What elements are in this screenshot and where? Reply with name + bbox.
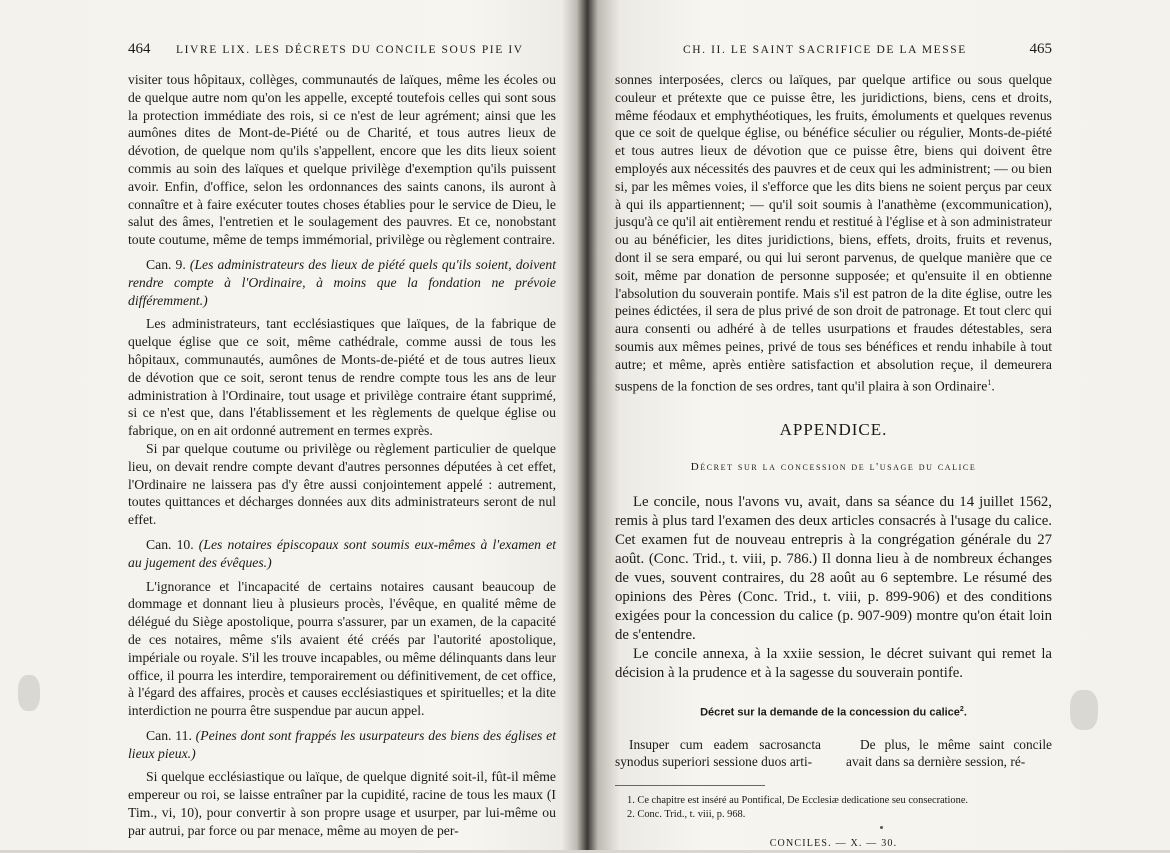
canon-label: Can. 9. <box>146 256 186 272</box>
decree-heading: Décret sur la demande de la concession du calice$^2$. <box>700 705 967 719</box>
paragraph: Si quelque ecclésiastique ou laïque, de quelque dignité soit-il, fût-il même empereur ou roi, se laisse entraîner par la cupidité, racine de tous les maux (I Tim., vi, 10), pour convertir à son propre usage et usurper, par lui-même ou par autrui, par force ou par menace, même au moyen de per- <box>128 769 556 838</box>
paragraph: Le concile, nous l'avons vu, avait, dans sa séance du 14 juillet 1562, remis à plus tard l'examen des deux articles consacrés à l'usage du calice. Cet examen fut de nouveau entrepris à la congrégation générale du 27 août. (Conc. Trid., t. viii, p. 786.) Il donna lieu à de nombreux échanges de vues, souvent contraires, du 28 août au 6 septembre. Le résumé des opinions des Pères (Conc. Trid., t. viii, p. 899-906) et des conditions exigées pour la concession du calice (p. 907-909) montre qu'on était loin de s'entendre. <box>615 493 1052 643</box>
canon-summary: (Les notaires épiscopaux sont soumis eux-mêmes à l'examen et au jugement des évêques.) <box>128 536 556 570</box>
parallel-text <box>615 736 1052 771</box>
left-page-body <box>128 71 556 840</box>
signature-mark: CONCILES. — X. — 30. <box>769 837 898 849</box>
paragraph: visiter tous hôpitaux, collèges, communautés de laïques, même les écoles ou de quelque autre nom qu'on les appelle, excepté toutefois celles qui sont sous la protection immédiate des rois, si ce n'est de leur agrément; ainsi que les aumônes dites de Mont-de-Piété ou de Charité, et tous autres lieux de dévotion, de quelque nom qu'ils s'appellent, encore que les dits lieux soient commis au soin des laïques et quelque privilège d'exemption qu'ils puissent avoir. Enfin, d'office, selon les ordonnances des saints canons, ils auront à connaître et à faire exécuter toutes choses établies pour le service de Dieu, le salut des âmes, l'entretien et le soulagement des pauvres. Et ce, nonobstant toute coutume, même de temps immémorial, privilège ou règlement contraire. <box>128 72 556 248</box>
canon-label: Can. 10. <box>146 536 194 552</box>
canon-summary: (Les administrateurs des lieux de piété quels qu'ils soient, doivent rendre compte à l'Ordinaire, à moins que la fondation ne prévoie différemment.) <box>128 256 556 308</box>
paragraph: Les administrateurs, tant ecclésiastiques que laïques, de la fabrique de quelque église que ce soit, même cathédrale, comme aussi de tous les hôpitaux, communautés, aumônes de Monts-de-piété et de tous autres lieux de dévotion que ce soit, seront tenus de rendre compte tous les ans de leur administration à l'Ordinaire, tout usage et privilège contraire étant supprimé, si ce n'est que, dans l'établissement et les règlements de quelque église ou fabrique, on en ait ordonné autrement en termes exprès. <box>128 316 556 439</box>
paragraph: Le concile annexa, à la xxiie session, le décret suivant qui remet la décision à la prudence et à la sagesse du souverain pontife. <box>615 645 1052 681</box>
paragraph-text: sonnes interposées, clercs ou laïques, par quelque artifice ou sous quelque couleur et prétexte que ce puisse être, les juridictions, biens, cens et droits, même féodaux et emphythéotiques, les fruits, émoluments et quelques revenus que ce soit de quelque église, ou bénéfice séculier ou régulier, Monts-de-piété et tous autres lieux de dévotion que ce puisse être, biens qui doivent être employés aux nécessités des pauvres et de ceux qui les administrent; — ou bien si, par les mêmes voies, il s'efforce que les dits biens ne soient perçus par ceux à qui ils appartiennent; — qu'il soit soumis à l'anathème (excommunication), jusqu'à ce qu'il ait entièrement rendu et restitué à l'église et à son administrateur ou au bénéficier, les dites juridictions, biens, effets, droits, fruits et revenus, dont il se sera emparé, ou qui lui seront parvenus, de quelque manière que ce soit, même par donation de personne supposée; et qu'ensuite il en obtienne l'absolution du souverain pontife. Mais s'il est patron de la dite église, outre les peines édictées, il sera de plus privé de son droit de patronage. Et tout clerc qui aura consenti ou adhéré à de telles usurpations et fraudes détestables, sera soumis aux mêmes peines, privé de tous ses bénéfices et rendu inhabile à tout autre; et même, après entière satisfaction et absolution reçue, il demeurera suspens de la fonction de ses ordres, tant qu'il plaira à son Ordinaire <box>615 72 1052 394</box>
canon-summary: (Peines dont sont frappés les usurpateurs des biens des églises et lieux pieux.) <box>128 727 556 761</box>
right-page-body <box>615 71 1052 853</box>
canon-heading-9 <box>128 256 556 309</box>
canon-label: Can. 11. <box>146 727 192 743</box>
paragraph: L'ignorance et l'incapacité de certains notaires causant beaucoup de dommage et donnant lieu à plusieurs procès, l'évêque, en qualité même de délégué du Siège apostolique, pourra s'assurer, par un examen, de la capacité de ces notaires, même s'ils avaient été créés par l'autorité apostolique, impériale ou royale. S'il les trouve incapables, ou même délinquants dans leur office, il pourra les interdire, temporairement ou définitivement, de cet office, à l'égard des affaires, procès et causes ecclésiastiques et spirituelles; et la dite interdiction ne pourra être suspendue par aucun appel. <box>128 578 556 719</box>
footnote-ref: 2 <box>959 705 964 713</box>
canon-heading-10 <box>128 536 556 572</box>
decree-subtitle: Décret sur la concession de l'usage du calice <box>690 460 977 473</box>
french-text: De plus, le même saint concile avait dans sa dernière session, ré- <box>846 736 1052 770</box>
footnote: 2. Conc. Trid., t. viii, p. 968. <box>627 808 746 820</box>
footnote-rule <box>615 785 765 786</box>
footnote: 1. Ce chapitre est inséré au Pontifical, De Ecclesiæ dedicatione seu consecratione. <box>627 794 969 806</box>
french-column <box>846 736 1052 771</box>
left-page-number: 464 <box>128 41 151 57</box>
right-page-number: 465 <box>1029 41 1052 57</box>
right-running-title: CH. II. LE SAINT SACRIFICE DE LA MESSE <box>683 44 967 56</box>
left-running-title: LIVRE LIX. LES DÉCRETS DU CONCILE SOUS PIE IV <box>176 44 524 56</box>
appendix-title: APPENDICE. <box>779 419 888 439</box>
latin-column <box>615 736 821 771</box>
appendix-text <box>615 493 1052 683</box>
latin-text: Insuper cum eadem sacrosancta synodus superiori sessione duos arti- <box>615 736 821 770</box>
canon-heading-11 <box>128 727 556 763</box>
decree-heading-text: Décret sur la demande de la concession du calice <box>700 706 960 719</box>
paragraph: sonnes interposées, clercs ou laïques, par quelque artifice ou sous quelque couleur et prétexte que ce puisse être, les juridictions, biens, cens et droits, même féodaux et emphythéotiques, les fruits, émoluments et quelques revenus que ce soit de quelque église, ou bénéfice séculier ou régulier, Monts-de-piété et tous autres lieux de dévotion que ce puisse être, biens qui doivent être employés aux nécessités des pauvres et de ceux qui les administrent; — ou bien si, par les mêmes voies, il s'efforce que les dits biens ne soient perçus par ceux à qui ils appartiennent; — qu'il soit soumis à l'anathème (excommunication), jusqu'à ce qu'il ait entièrement rendu et restitué à l'église et à son administrateur ou au bénéficier, les dites juridictions, biens, effets, droits, fruits et revenus, dont il se sera emparé, ou qui lui seront parvenus, de quelque manière que ce soit, même par donation de personne supposée; et qu'ensuite il en obtienne l'absolution du souverain pontife. Mais s'il est patron de la dite église, outre les peines édictées, il sera de plus privé de son droit de patronage. Et tout clerc qui aura consenti ou adhéré à de telles usurpations et fraudes détestables, sera soumis aux mêmes peines, privé de tous ses bénéfices et rendu inhabile à tout autre; et même, après entière satisfaction et absolution reçue, il demeurera suspens de la fonction de ses ordres, tant qu'il plaira à son Ordinaire$^1$. <box>615 72 1052 394</box>
left-page <box>0 0 585 850</box>
right-page <box>585 0 1170 850</box>
paragraph: Si par quelque coutume ou privilège ou règlement particulier de quelque lieu, on devait rendre compte devant d'autres personnes députées à cet effet, l'Ordinaire ne laissera pas d'y être aussi conjointement appelé : autrement, toutes quittances et décharges données aux dits administrateurs seront de nul effet. <box>128 440 556 528</box>
footnote-ref: 1 <box>987 377 992 387</box>
